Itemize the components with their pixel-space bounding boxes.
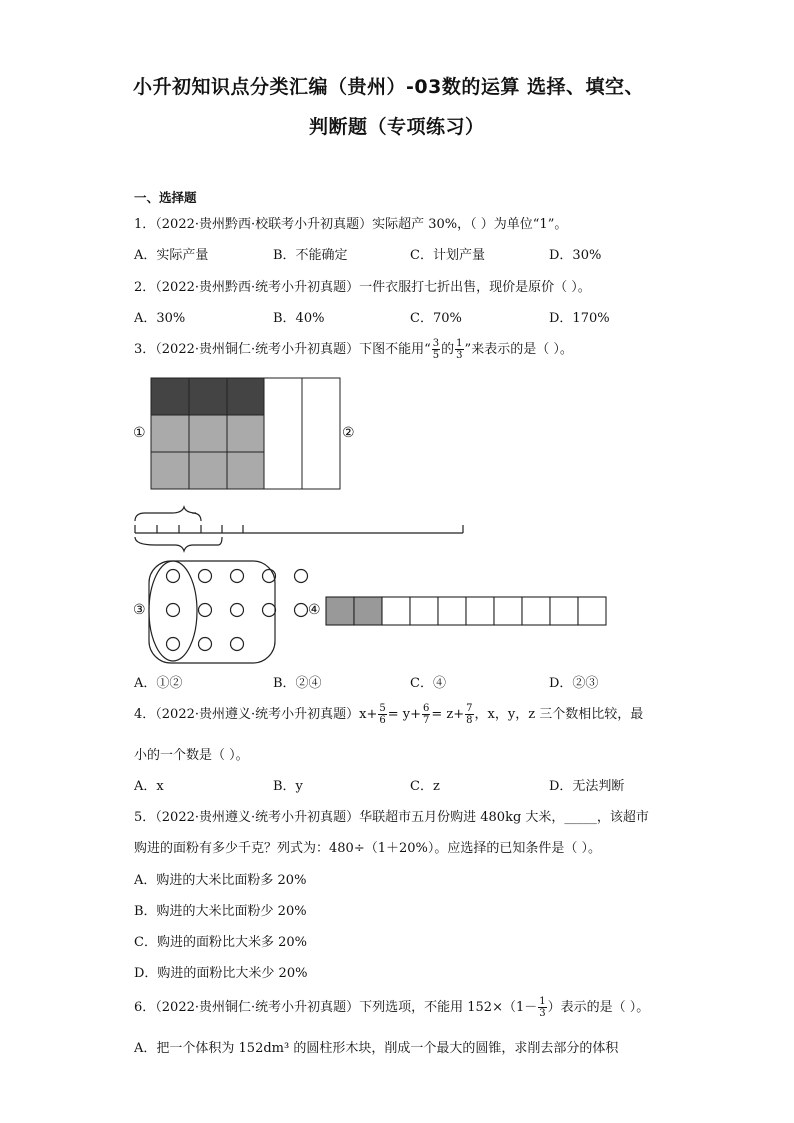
question-6-text — [134, 996, 649, 1019]
question-4-prefix: 4．（2022·贵州遵义·统考小升初真题）x+ — [134, 707, 378, 722]
section-heading: 一、选择题 — [134, 190, 197, 205]
question-3-prefix: 3．（2022·贵州铜仁·统考小升初真题）下图不能用“ — [134, 342, 431, 357]
question-3-option-d: D．②③ — [549, 676, 599, 691]
question-4-option-c: C．z — [410, 779, 440, 794]
fraction-numerator: 5 — [379, 703, 386, 714]
fraction-denominator: 3 — [456, 350, 463, 361]
fraction-denominator: 8 — [466, 715, 473, 726]
question-1-text: 1．（2022·贵州黔西·校联考小升初真题）实际超产 30%，（ ）为单位“1”。 — [134, 217, 568, 232]
question-4-suffix: ，x，y，z 三个数相比较，最 — [474, 707, 644, 722]
fraction-three-fifths — [432, 338, 440, 361]
fraction-numerator: 1 — [456, 338, 463, 349]
fraction-seven-eighths — [465, 703, 473, 726]
figure-label-3: ③ — [133, 602, 146, 618]
question-5-option-c: C．购进的面粉比大米多 20% — [134, 935, 307, 950]
question-5-option-d: D．购进的面粉比大米少 20% — [134, 966, 308, 981]
question-6-prefix: 6．（2022·贵州铜仁·统考小升初真题）下列选项，不能用 152×（1－ — [134, 1000, 538, 1015]
question-5-line-2: 购进的面粉有多少千克？列式为：480÷（1＋20%）。应选择的已知条件是（ ）。 — [134, 841, 602, 856]
question-1-option-b: B．不能确定 — [273, 248, 348, 263]
question-5-option-b: B．购进的大米比面粉少 20% — [134, 904, 307, 919]
figure-1-grid — [130, 375, 370, 495]
figure-3-circles — [130, 558, 325, 670]
question-3-mid: 的 — [441, 342, 455, 357]
question-3-option-b: B．②④ — [273, 676, 322, 691]
grid-column-blank — [264, 378, 302, 489]
fraction-denominator: 7 — [423, 715, 430, 726]
grid-cell-gray — [151, 452, 189, 489]
grid-cell-dark — [227, 378, 264, 415]
fraction-one-third — [455, 338, 463, 361]
question-4-mid-1: = y+ — [387, 707, 421, 722]
question-1-option-a: A．实际产量 — [134, 248, 209, 263]
fraction-five-sixths — [378, 703, 386, 726]
question-4-option-d: D．无法判断 — [549, 779, 625, 794]
question-2-option-a: A．30% — [134, 311, 186, 326]
question-4-text — [134, 703, 643, 726]
fraction-six-sevenths — [422, 703, 430, 726]
page-title-line-2: 判断题（专项练习） — [309, 116, 485, 138]
grid-cell-gray — [227, 415, 264, 452]
fraction-numerator: 6 — [423, 703, 430, 714]
question-2-option-d: D．170% — [549, 311, 610, 326]
question-4-mid-2: = z+ — [431, 707, 465, 722]
fraction-denominator: 5 — [432, 350, 440, 361]
question-3-text — [134, 338, 573, 361]
question-3-option-c: C．④ — [410, 676, 446, 691]
question-6-suffix: ）表示的是（ ）。 — [547, 1000, 650, 1015]
fraction-numerator: 7 — [466, 703, 473, 714]
question-2-option-b: B．40% — [273, 311, 325, 326]
fraction-denominator: 6 — [379, 715, 386, 726]
figure-label-1: ① — [133, 425, 146, 441]
figure-label-2: ② — [342, 425, 355, 441]
question-3-suffix: ”来表示的是（ ）。 — [464, 342, 573, 357]
question-5-line-1: 5．（2022·贵州遵义·统考小升初真题）华联超市五月份购进 480kg 大米，_____，该超市 — [134, 810, 649, 825]
question-5-option-a: A．购进的大米比面粉多 20% — [134, 873, 307, 888]
question-3-option-a: A．①② — [134, 676, 183, 691]
figure-2-number-line — [130, 505, 470, 555]
grid-cell-dark — [189, 378, 227, 415]
grid-cell-dark — [151, 378, 189, 415]
figure-4-strip — [325, 595, 610, 627]
page-title-line-1: 小升初知识点分类汇编（贵州）-03数的运算 选择、填空、 — [133, 76, 644, 98]
question-6-option-a: A．把一个体积为 152dm³ 的圆柱形木块，削成一个最大的圆锥，求削去部分的体积 — [134, 1041, 619, 1056]
grid-cell-gray — [189, 415, 227, 452]
question-1-option-c: C．计划产量 — [410, 248, 485, 263]
grid-column-blank — [302, 378, 340, 489]
question-4-line-2: 小的一个数是（ ）。 — [134, 748, 249, 763]
question-4-option-a: A．x — [134, 779, 164, 794]
question-2-text: 2．（2022·贵州黔西·统考小升初真题）一件衣服打七折出售，现价是原价（ ）。 — [134, 280, 591, 295]
question-2-option-c: C．70% — [410, 311, 462, 326]
figure-label-4: ④ — [308, 602, 321, 618]
fraction-numerator: 1 — [539, 996, 546, 1007]
question-4-option-b: B．y — [273, 779, 303, 794]
fraction-numerator: 3 — [432, 338, 440, 349]
grid-cell-gray — [151, 415, 189, 452]
question-1-option-d: D．30% — [549, 248, 602, 263]
grid-cell-gray — [227, 452, 264, 489]
grid-cell-gray — [189, 452, 227, 489]
fraction-one-third — [538, 996, 546, 1019]
fraction-denominator: 3 — [539, 1008, 546, 1019]
